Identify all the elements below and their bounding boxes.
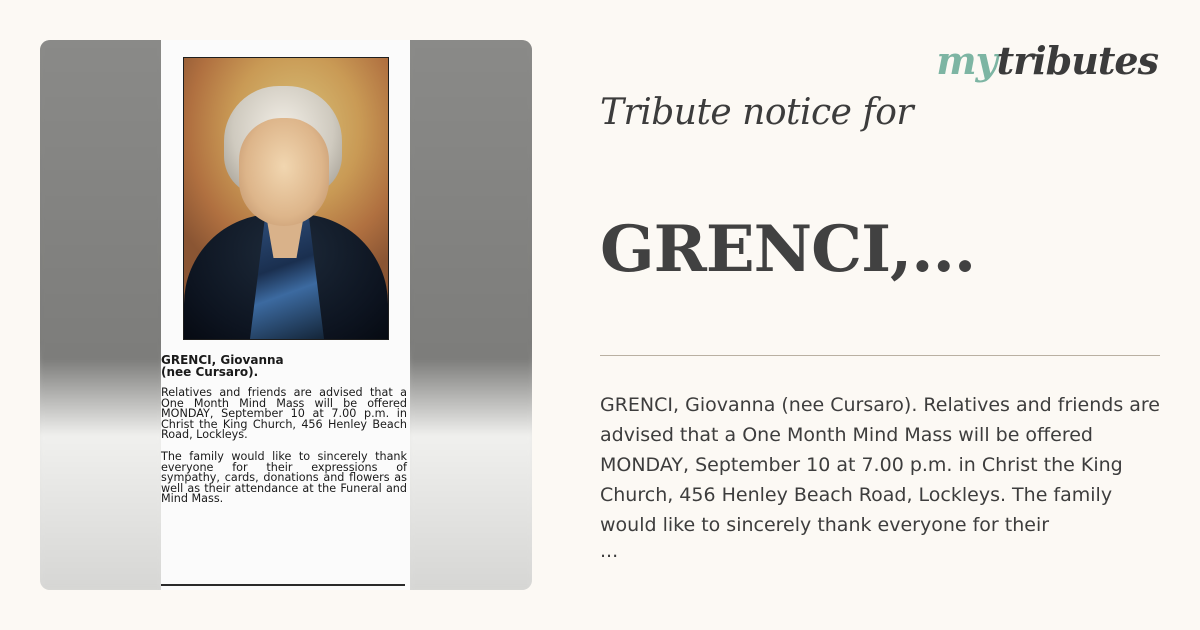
notice-paragraph-2: The family would like to sincerely thank everyone for their expressions of sympathy, cards, donations and flowers as well as their attendance at the Funeral and Mind Mass. bbox=[161, 449, 407, 506]
portrait-face bbox=[239, 118, 329, 226]
tribute-notice-heading: Tribute notice for bbox=[600, 92, 914, 133]
notice-name-line-1: GRENCI, Giovanna bbox=[161, 353, 284, 367]
notice-name-line-2: (nee Cursaro). bbox=[161, 365, 259, 379]
notice-excerpt: GRENCI, Giovanna (nee Cursaro). Relatives and friends are advised that a One Month Mind Mass will be offered MONDAY, September 10 at 7.00 p.m. in Christ the King Church, 456 Henley Beach Road, Lockleys. The family would like to sincerely thank everyone for their bbox=[600, 394, 1160, 536]
blurred-background-left bbox=[40, 40, 162, 590]
notice-bottom-rule bbox=[161, 584, 405, 586]
mytributes-logo bbox=[936, 38, 1158, 83]
logo-tributes: tributes bbox=[996, 38, 1158, 83]
newspaper-notice-clipping bbox=[161, 40, 410, 590]
portrait-photo bbox=[183, 57, 389, 340]
blurred-background-right bbox=[410, 40, 532, 590]
notice-image-card bbox=[40, 40, 532, 590]
logo-my: my bbox=[936, 38, 997, 83]
deceased-name: GRENCI,... bbox=[600, 212, 976, 287]
notice-clipping-text bbox=[161, 354, 407, 505]
read-more-ellipsis: ... bbox=[600, 540, 619, 562]
divider bbox=[600, 355, 1160, 356]
notice-paragraph-1: Relatives and friends are advised that a One Month Mind Mass will be offered MONDAY, September 10 at 7.00 p.m. in Christ the King Church, 456 Henley Beach Road, Lockleys. bbox=[161, 386, 407, 442]
